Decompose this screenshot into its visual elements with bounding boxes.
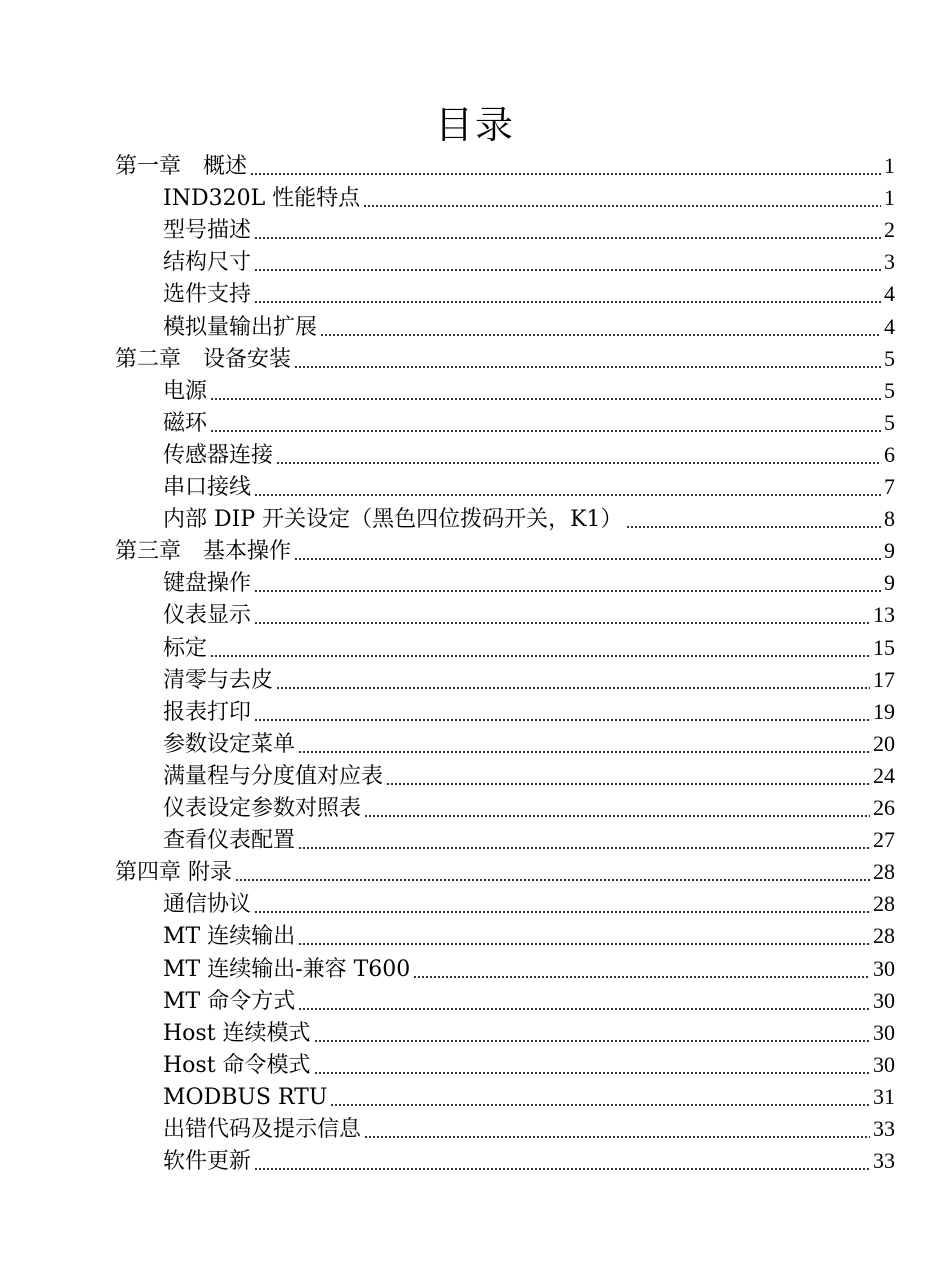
toc-entry-label: 第三章 基本操作 bbox=[115, 539, 292, 565]
toc-entry-label: Host 命令模式 bbox=[163, 1052, 311, 1078]
dot-leader bbox=[364, 1135, 870, 1139]
toc-page-number: 3 bbox=[884, 249, 895, 275]
toc-page-number: 5 bbox=[884, 377, 895, 403]
toc-entry-section[interactable] bbox=[163, 632, 895, 664]
toc-entry-label: 第二章 设备安装 bbox=[115, 346, 292, 372]
dot-leader bbox=[254, 910, 870, 914]
dot-leader bbox=[254, 236, 881, 240]
toc-entry-label: 电源 bbox=[163, 378, 208, 404]
toc-page-number: 13 bbox=[873, 602, 895, 628]
toc-entry-section[interactable] bbox=[163, 439, 895, 471]
toc-entry-label: 清零与去皮 bbox=[163, 667, 274, 693]
toc-entry-section[interactable] bbox=[163, 1081, 895, 1113]
toc-entry-label: 查看仪表配置 bbox=[163, 828, 296, 854]
dot-leader bbox=[254, 268, 881, 272]
toc-entry-section[interactable] bbox=[163, 792, 895, 824]
dot-leader bbox=[386, 782, 870, 786]
toc-entry-label: MT 连续输出-兼容 T600 bbox=[163, 956, 411, 982]
toc-page-number: 24 bbox=[873, 762, 895, 788]
toc-entry-section[interactable] bbox=[163, 246, 895, 278]
dot-leader bbox=[413, 975, 870, 979]
toc-page-number: 28 bbox=[873, 891, 895, 917]
toc-entry-chapter[interactable] bbox=[115, 343, 895, 375]
toc-entry-section[interactable] bbox=[163, 888, 895, 920]
toc-page-number: 4 bbox=[884, 281, 895, 307]
toc-page-number: 4 bbox=[884, 313, 895, 339]
toc-page-number: 30 bbox=[873, 1051, 895, 1077]
dot-leader bbox=[314, 1071, 870, 1075]
dot-leader bbox=[276, 461, 881, 465]
toc-entry-label: 第一章 概述 bbox=[115, 154, 248, 179]
toc-page-number: 7 bbox=[884, 474, 895, 499]
toc-entry-chapter[interactable] bbox=[115, 535, 895, 567]
toc-entry-section[interactable] bbox=[163, 664, 895, 696]
toc-page-number: 17 bbox=[873, 666, 895, 692]
toc-entry-section[interactable] bbox=[163, 953, 895, 985]
toc-page-number: 1 bbox=[884, 185, 895, 211]
toc-entry-section[interactable] bbox=[163, 278, 895, 310]
toc-entry-label: 通信协议 bbox=[163, 892, 252, 918]
dot-leader bbox=[276, 686, 870, 690]
toc-entry-section[interactable] bbox=[163, 760, 895, 792]
dot-leader bbox=[210, 654, 870, 658]
toc-page-number: 33 bbox=[873, 1148, 895, 1174]
dot-leader bbox=[210, 429, 881, 433]
dot-leader bbox=[626, 525, 881, 529]
toc-entry-label: 软件更新 bbox=[163, 1149, 252, 1175]
toc-page-number: 30 bbox=[873, 1019, 895, 1045]
dot-leader bbox=[298, 1007, 870, 1011]
dot-leader bbox=[294, 365, 881, 369]
toc-page-number: 30 bbox=[873, 987, 895, 1013]
toc-entry-section[interactable] bbox=[163, 1017, 895, 1049]
dot-leader bbox=[363, 204, 881, 208]
toc-page-number: 20 bbox=[873, 730, 895, 756]
dot-leader bbox=[320, 333, 881, 337]
toc-entry-label: 传感器连接 bbox=[163, 442, 274, 468]
toc-entry-section[interactable] bbox=[163, 1113, 895, 1145]
toc-entry-section[interactable] bbox=[163, 920, 895, 952]
toc-entry-label: 内部 DIP 开关设定（黑色四位拨码开关，K1） bbox=[163, 507, 623, 533]
toc-page-number: 33 bbox=[873, 1116, 895, 1141]
dot-leader bbox=[294, 557, 881, 561]
toc-entry-section[interactable] bbox=[163, 182, 895, 214]
dot-leader bbox=[314, 1039, 870, 1043]
toc-entry-section[interactable] bbox=[163, 214, 895, 246]
toc-page-number: 5 bbox=[884, 345, 895, 371]
toc-entry-label: 串口接线 bbox=[163, 475, 252, 500]
toc-entry-label: 键盘操作 bbox=[163, 571, 252, 597]
dot-leader bbox=[298, 846, 870, 850]
toc-entry-section[interactable] bbox=[163, 311, 895, 343]
dot-leader bbox=[330, 1103, 870, 1107]
toc-page-number: 15 bbox=[873, 634, 895, 660]
toc-page-number: 5 bbox=[884, 409, 895, 435]
toc-entry-section[interactable] bbox=[163, 471, 895, 503]
dot-leader bbox=[254, 1167, 870, 1171]
toc-entry-label: 标定 bbox=[163, 635, 208, 661]
toc-entry-label: 仪表显示 bbox=[163, 603, 252, 629]
dot-leader bbox=[254, 718, 870, 722]
dot-leader bbox=[364, 814, 870, 818]
toc-page-number: 8 bbox=[884, 506, 895, 532]
toc-entry-section[interactable] bbox=[163, 1145, 895, 1177]
toc-entry-label: 仪表设定参数对照表 bbox=[163, 796, 362, 821]
toc-page-number: 27 bbox=[873, 827, 895, 853]
toc-entry-chapter[interactable] bbox=[115, 150, 895, 182]
toc-entry-label: 满量程与分度值对应表 bbox=[163, 763, 384, 789]
toc-entry-section[interactable] bbox=[163, 985, 895, 1017]
toc-entry-label: 磁环 bbox=[163, 410, 208, 436]
toc-entry-section[interactable] bbox=[163, 567, 895, 599]
dot-leader bbox=[254, 493, 881, 497]
dot-leader bbox=[235, 878, 870, 882]
toc-entry-section[interactable] bbox=[163, 503, 895, 535]
toc-entry-section[interactable] bbox=[163, 824, 895, 856]
toc-page-number: 6 bbox=[884, 441, 895, 467]
toc-page-number: 1 bbox=[884, 153, 895, 178]
toc-entry-section[interactable] bbox=[163, 1049, 895, 1081]
toc-entry-section[interactable] bbox=[163, 407, 895, 439]
toc-page-number: 9 bbox=[884, 570, 895, 596]
toc-entry-label: MODBUS RTU bbox=[163, 1084, 328, 1110]
toc-entry-chapter[interactable] bbox=[115, 856, 895, 888]
toc-entry-section[interactable] bbox=[163, 728, 895, 760]
toc-entry-section[interactable] bbox=[163, 599, 895, 631]
toc-page-number: 31 bbox=[873, 1083, 895, 1109]
toc-page-number: 26 bbox=[873, 795, 895, 820]
toc-entry-label: 报表打印 bbox=[163, 699, 252, 725]
toc-page-number: 30 bbox=[873, 955, 895, 981]
toc-entry-label: MT 连续输出 bbox=[163, 924, 296, 950]
toc-entry-label: 结构尺寸 bbox=[163, 250, 252, 276]
toc-page-number: 2 bbox=[884, 217, 895, 243]
toc-title: 目录 bbox=[434, 103, 515, 147]
toc-entry-label: 出错代码及提示信息 bbox=[163, 1117, 362, 1142]
toc-entry-label: IND320L 性能特点 bbox=[163, 186, 361, 212]
toc-entry-section[interactable] bbox=[163, 696, 895, 728]
dot-leader bbox=[298, 942, 870, 946]
toc-entry-section[interactable] bbox=[163, 375, 895, 407]
toc-page-number: 28 bbox=[873, 923, 895, 949]
toc-entry-label: MT 命令方式 bbox=[163, 988, 296, 1014]
toc-page-number: 9 bbox=[884, 538, 895, 564]
dot-leader bbox=[254, 589, 881, 593]
toc-entry-label: 第四章 附录 bbox=[115, 860, 232, 886]
toc-entry-label: Host 连续模式 bbox=[163, 1020, 311, 1046]
dot-leader bbox=[298, 750, 870, 754]
toc-entry-label: 选件支持 bbox=[163, 282, 252, 308]
toc-page-number: 28 bbox=[873, 859, 895, 885]
toc-page-number: 19 bbox=[873, 698, 895, 724]
dot-leader bbox=[210, 397, 881, 401]
dot-leader bbox=[250, 172, 881, 176]
toc-entry-label: 型号描述 bbox=[163, 218, 252, 244]
dot-leader bbox=[254, 300, 881, 304]
toc-entry-label: 参数设定菜单 bbox=[163, 731, 296, 757]
toc-entry-label: 模拟量输出扩展 bbox=[163, 314, 318, 340]
dot-leader bbox=[254, 621, 870, 625]
